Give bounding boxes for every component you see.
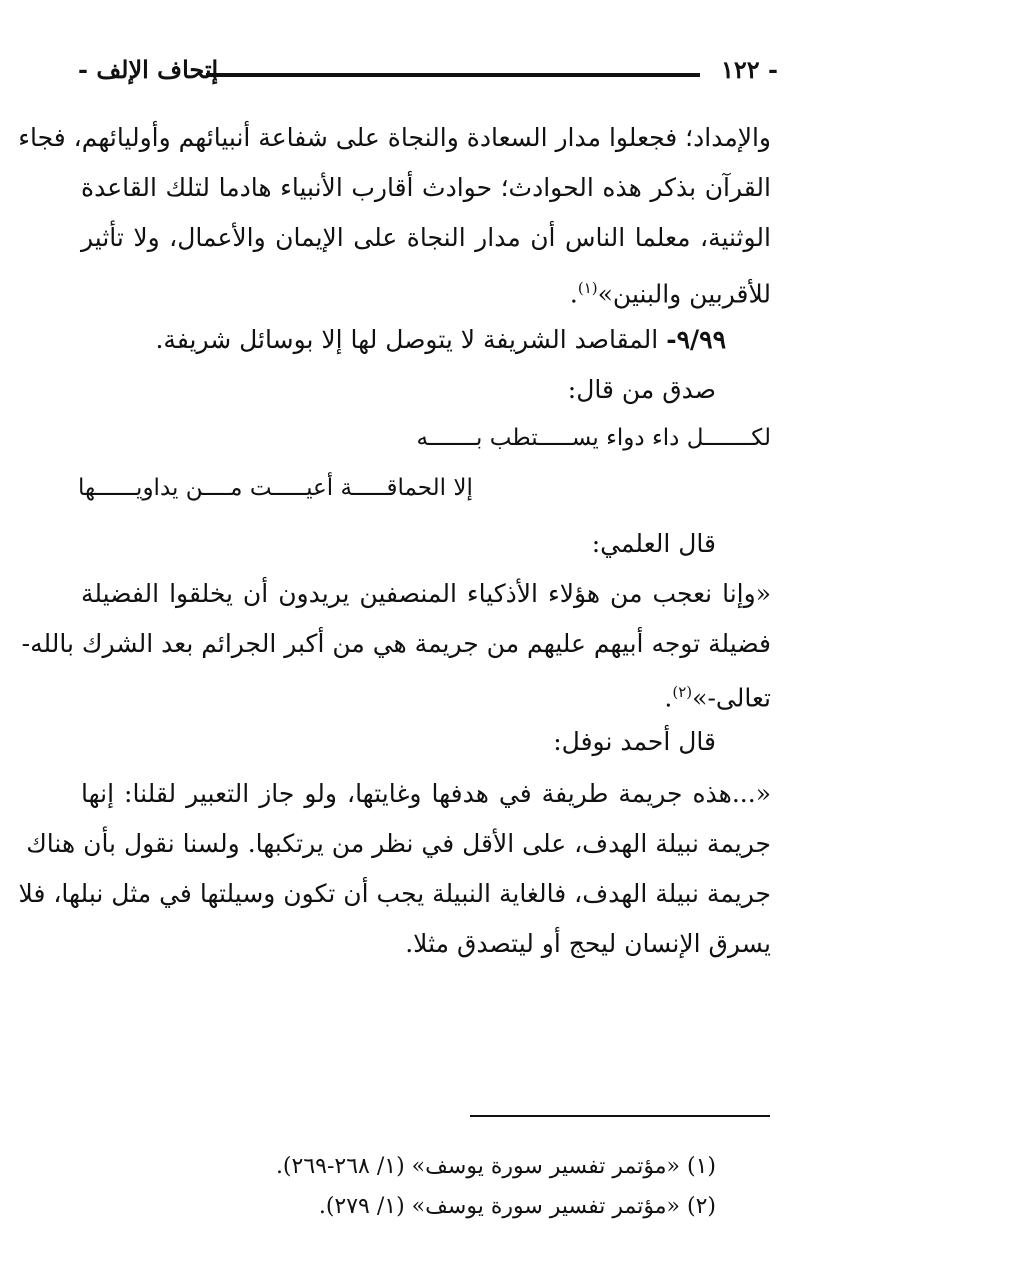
text-line — [81, 672, 771, 718]
text-line: الوثنية، معلما الناس أن مدار النجاة على الإيمان والأعمال، ولا تأثير — [81, 223, 771, 252]
footnote-separator — [470, 1115, 770, 1117]
text-line: جريمة نبيلة الهدف، فالغاية النبيلة يجب أن تكون وسيلتها في مثل نبلها، فلا — [18, 879, 771, 908]
quote-intro: صدق من قال: — [567, 375, 716, 404]
text-segment: . — [569, 279, 578, 309]
text-line — [81, 268, 771, 314]
text-segment: تعالى-» — [692, 683, 771, 713]
footnote-ref: (١) — [577, 279, 598, 297]
page-number: - ١٢٢ — [721, 55, 778, 84]
verse-hemistich-1: لكـــــــل داء دواء يســـــتطب بـــــــه — [416, 425, 771, 451]
alami-intro: قال العلمي: — [591, 529, 716, 558]
text-line: يسرق الإنسان ليحج أو ليتصدق مثلا. — [405, 929, 771, 958]
verse-hemistich-2: إلا الحماقـــــة أعيـــــت مــــن يداويــــــها — [78, 475, 473, 501]
text-segment: للأقربين والبنين» — [597, 279, 771, 309]
text-line: القرآن بذكر هذه الحوادث؛ حوادث أقارب الأنبياء هادما لتلك القاعدة — [81, 173, 771, 202]
text-line: «...هذه جريمة طريفة في هدفها وغايتها، ولو جاز التعبير لقلنا: إنها — [81, 779, 771, 808]
section-number: ٩/٩٩- — [666, 325, 726, 354]
text-line: «وإنا نعجب من هؤلاء الأذكياء المنصفين يريدون أن يخلقوا الفضيلة — [81, 579, 771, 608]
header-rule — [206, 73, 700, 77]
running-header — [78, 55, 778, 95]
section-heading — [126, 320, 726, 360]
section-title: المقاصد الشريفة لا يتوصل لها إلا بوسائل شريفة. — [155, 325, 667, 354]
footnote-1: (١) «مؤتمر تفسير سورة يوسف» (١/ ٢٦٨-٢٦٩). — [275, 1154, 716, 1179]
footnote-ref: (٢) — [672, 683, 693, 701]
book-title: إتحاف الإلف - — [78, 55, 219, 84]
text-line: والإمداد؛ فجعلوا مدار السعادة والنجاة على شفاعة أنبيائهم وأوليائهم، فجاء — [18, 123, 771, 152]
text-line: فضيلة توجه أبيهم عليهم من جريمة هي من أكبر الجرائم بعد الشرك بالله- — [21, 629, 771, 658]
text-segment: . — [664, 683, 673, 713]
text-line: جريمة نبيلة الهدف، على الأقل في نظر من يرتكبها. ولسنا نقول بأن هناك — [26, 829, 771, 858]
nawfal-intro: قال أحمد نوفل: — [553, 727, 716, 756]
footnote-2: (٢) «مؤتمر تفسير سورة يوسف» (١/ ٢٧٩). — [318, 1194, 716, 1219]
